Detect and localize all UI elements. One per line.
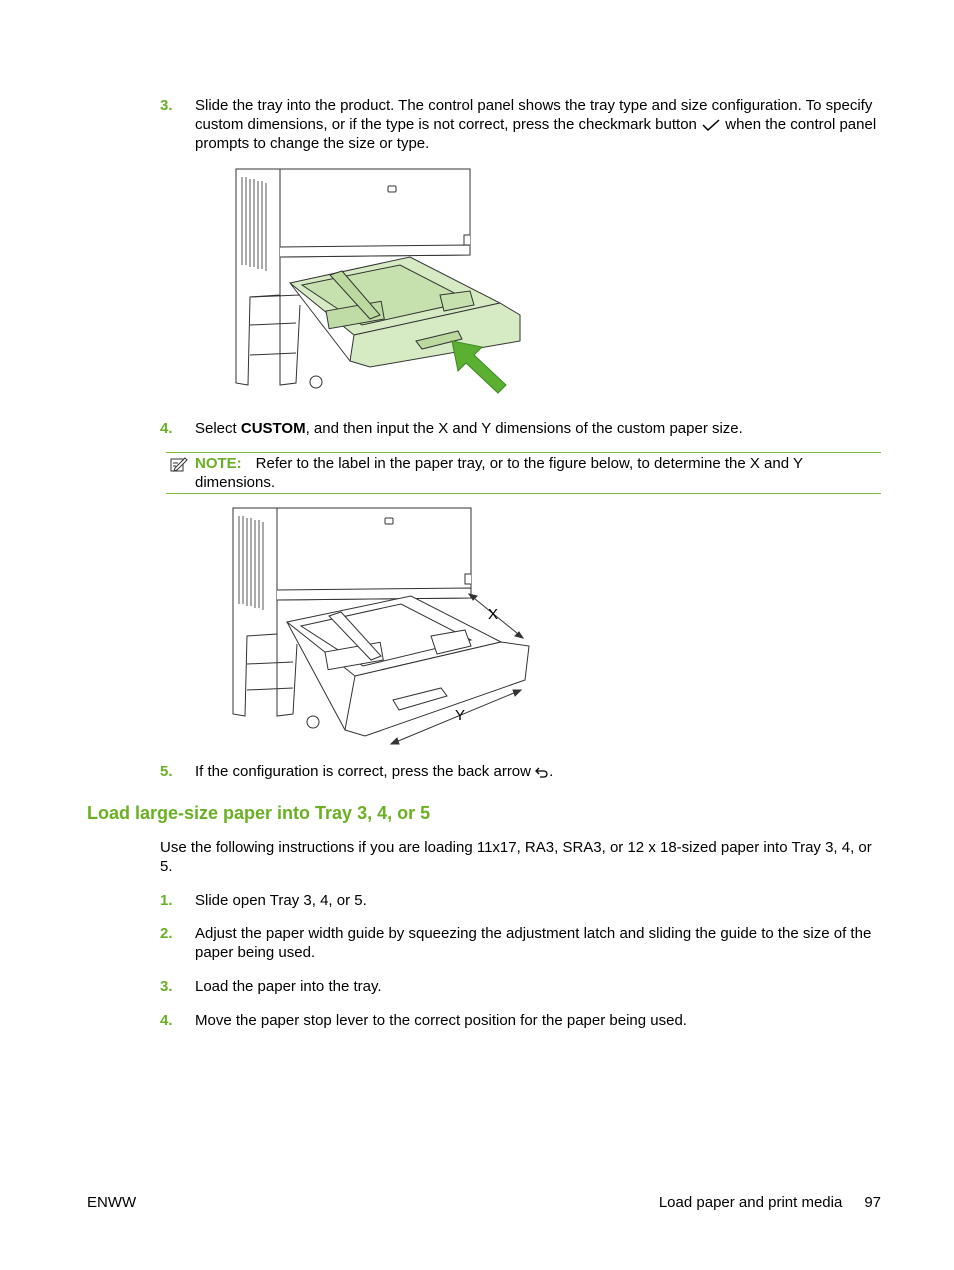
page-number: 97 (864, 1194, 881, 1211)
checkmark-icon (701, 118, 721, 132)
side-vents (242, 177, 266, 271)
tray-dimensions-illustration (225, 504, 535, 750)
note-text: NOTE: Refer to the label in the paper tray, or to the figure below, to determine the X and Y dimensions. (195, 455, 803, 491)
tray-insert-illustration (230, 165, 530, 395)
step-number: 1. (160, 892, 173, 909)
step-number: 4. (160, 1012, 173, 1029)
footer-left: ENWW (87, 1194, 137, 1211)
step-number: 2. (160, 925, 173, 942)
note-box (166, 452, 881, 494)
back-arrow-icon (535, 765, 549, 779)
step-text: Move the paper stop lever to the correct position for the paper being used. (195, 1012, 687, 1029)
step-number: 3. (160, 978, 173, 995)
step-text: Select CUSTOM, and then input the X and Y dimensions of the custom paper size. (195, 420, 743, 437)
y-dimension-label: Y (455, 707, 466, 724)
step-text: Slide open Tray 3, 4, or 5. (195, 892, 367, 909)
footer-right (659, 1193, 881, 1212)
custom-option: CUSTOM (240, 420, 306, 437)
side-vents (239, 516, 263, 610)
section-heading: Load large-size paper into Tray 3, 4, or 5 (87, 803, 431, 823)
note-label: NOTE: (195, 455, 242, 472)
step-text: Slide the tray into the product. The control panel shows the tray type and size configuration. To specify custom dimensions, or if the type is not correct, press the checkmark button when the control panel prompts to change the size or type. (195, 97, 877, 152)
step-text: Adjust the paper width guide by squeezing the adjustment latch and sliding the guide to the size of the paper being used. (195, 925, 872, 961)
insert-arrow-icon (452, 341, 506, 393)
section-intro: Use the following instructions if you are loading 11x17, RA3, SRA3, or 12 x 18-sized paper into Tray 3, 4, or 5. (160, 839, 872, 875)
step-number: 3. (160, 97, 173, 114)
step-number: 4. (160, 420, 173, 437)
step-text: If the configuration is correct, press the back arrow . (195, 763, 554, 780)
note-icon (170, 456, 188, 473)
step-number: 5. (160, 763, 173, 780)
step-text: Load the paper into the tray. (195, 978, 382, 995)
x-dimension-label: X (488, 606, 499, 623)
footer-title: Load paper and print media (658, 1194, 843, 1211)
